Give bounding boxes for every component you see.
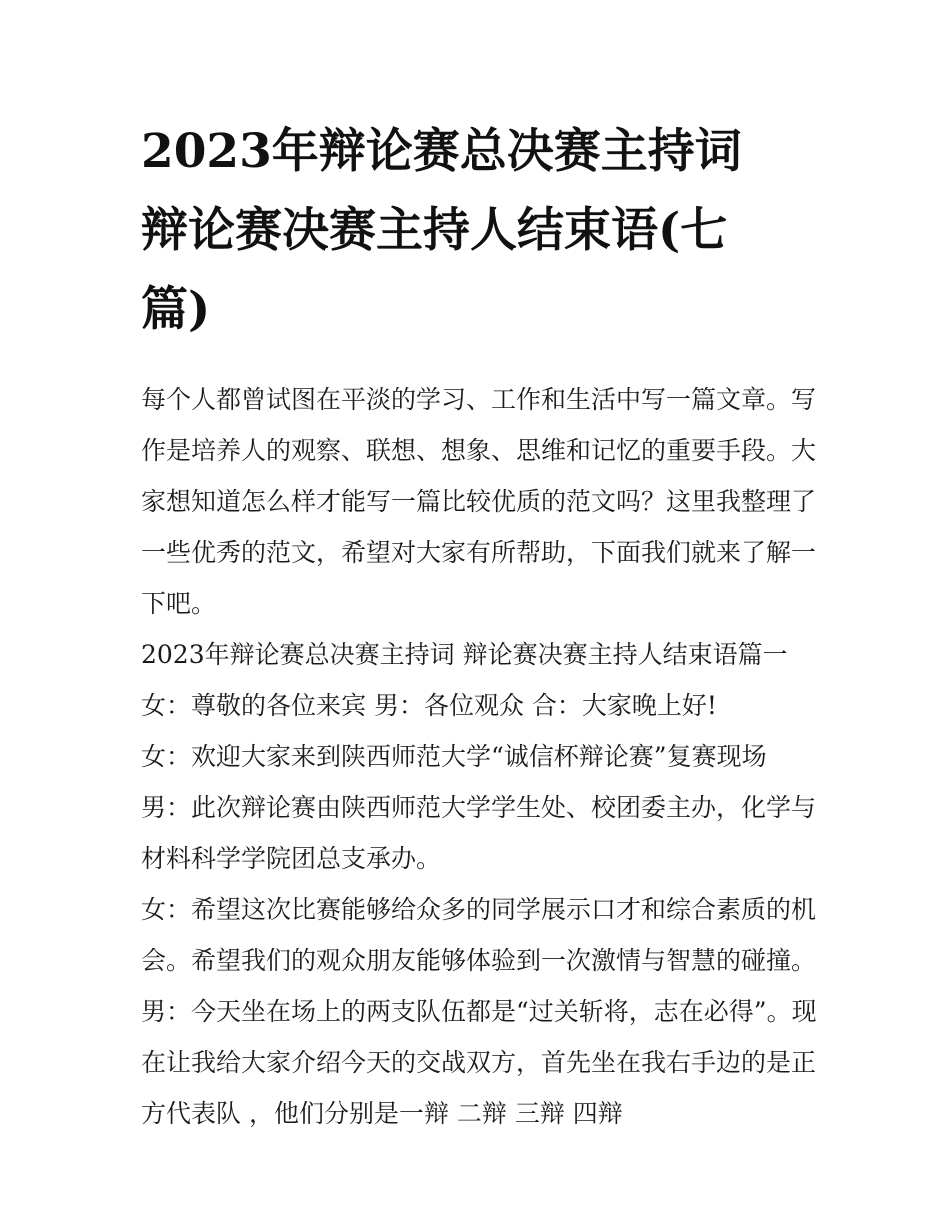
document-title: [141, 112, 821, 349]
dialogue-line: 会。希望我们的观众朋友能够体验到一次激情与智慧的碰撞。: [141, 946, 817, 975]
dialogue-line: 女：希望这次比赛能够给众多的同学展示口才和综合素质的机: [141, 895, 817, 924]
intro-paragraph: [141, 374, 821, 629]
intro-line: 作是培养人的观察、联想、想象、思维和记忆的重要手段。大: [141, 436, 817, 465]
dialogue-line: 在让我给大家介绍今天的交战双方，首先坐在我右手边的是正: [141, 1048, 817, 1077]
dialogue-line: 女：尊敬的各位来宾 男：各位观众 合：大家晚上好!: [141, 691, 717, 720]
title-line: 辩论赛决赛主持人结束语(七: [141, 203, 728, 258]
document-content: [141, 112, 821, 1139]
title-line: 篇): [141, 282, 211, 337]
body-text: [141, 629, 821, 1139]
intro-line: 家想知道怎么样才能写一篇比较优质的范文吗？这里我整理了: [141, 487, 817, 516]
dialogue-line: 材料科学学院团总支承办。: [141, 844, 442, 873]
dialogue-line: 方代表队 ，他们分别是一辩 二辩 三辩 四辩: [141, 1099, 623, 1128]
dialogue-line: 男：此次辩论赛由陕西师范大学学生处、校团委主办，化学与: [141, 793, 817, 822]
dialogue-line: 女：欢迎大家来到陕西师范大学“诚信杯辩论赛”复赛现场: [141, 742, 767, 771]
dialogue-line: 男：今天坐在场上的两支队伍都是“过关斩将，志在必得”。现: [141, 997, 817, 1026]
intro-line: 下吧。: [141, 589, 217, 618]
title-line: 2023年辩论赛总决赛主持词: [141, 124, 742, 179]
intro-line: 每个人都曾试图在平淡的学习、工作和生活中写一篇文章。写: [141, 385, 817, 414]
intro-line: 一些优秀的范文，希望对大家有所帮助，下面我们就来了解一: [141, 538, 817, 567]
section-heading: 2023年辩论赛总决赛主持词 辩论赛决赛主持人结束语篇一: [141, 640, 788, 669]
